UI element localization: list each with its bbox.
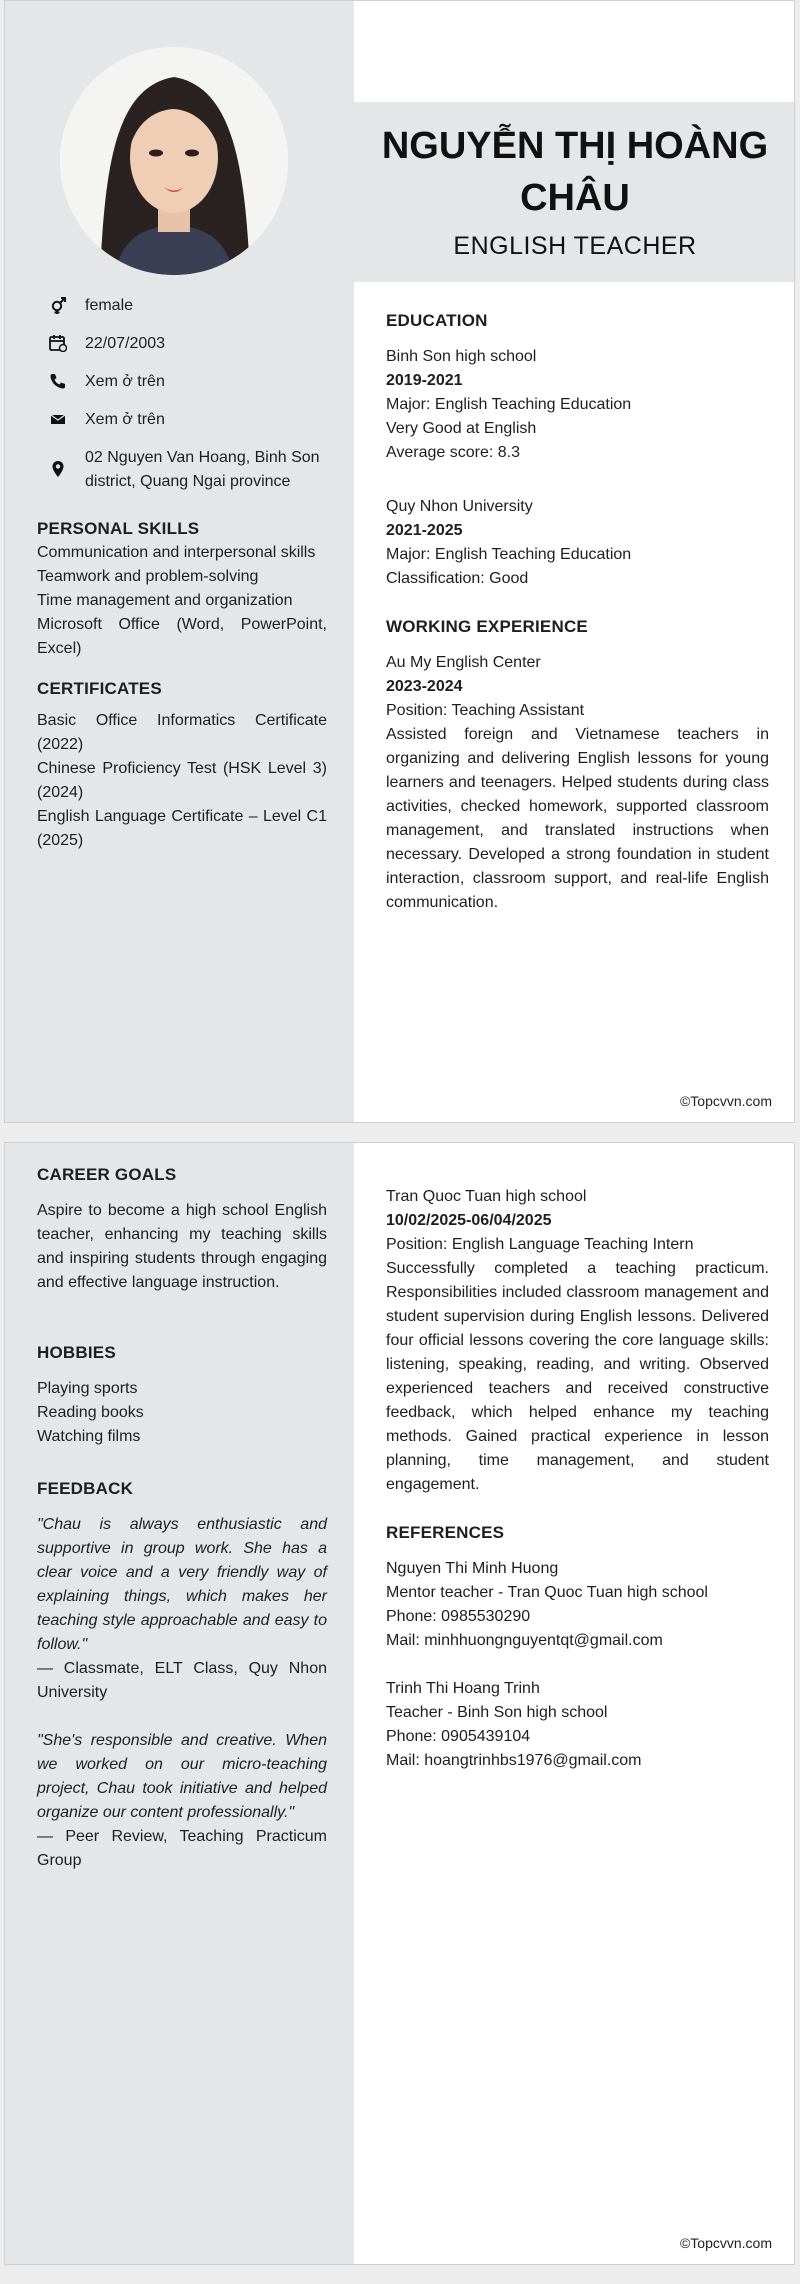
personal-skills-section [37,517,327,661]
reference-role: Mentor teacher - Tran Quoc Tuan high school [386,1584,708,1601]
certificate-item: Basic Office Informatics Certificate (2022) [37,712,327,753]
section-heading: FEEDBACK [37,1479,134,1498]
certificate-item: Chinese Proficiency Test (HSK Level 3) (2024) [37,760,327,801]
calendar-icon [49,334,67,352]
hobby-item: Watching films [37,1428,141,1445]
school-years: 2021-2025 [386,522,463,539]
skill-item: Time management and organization [37,592,293,609]
reference-name: Nguyen Thi Minh Huong [386,1560,559,1577]
feedback-section [37,1477,327,1873]
contact-gender [49,294,329,318]
reference-role: Teacher - Binh Son high school [386,1704,608,1721]
phone-icon [49,372,67,390]
feedback-quote: "She's responsible and creative. When we worked on our micro-teaching project, Chau took initiative and helped organize our content professionally." [37,1732,327,1821]
skill-item: Microsoft Office (Word, PowerPoint, Excel) [37,616,327,657]
reference-phone: Phone: 0985530290 [386,1608,531,1625]
profile-photo [60,47,288,275]
reference-name: Trinh Thi Hoang Trinh [386,1680,540,1697]
contact-address [49,446,329,494]
experience-org: Tran Quoc Tuan high school [386,1188,587,1205]
feedback-quote: "Chau is always enthusiastic and supportive in group work. She has a clear voice and a very friendly way of explaining things, which makes her teaching style approachable and easy to follow." [37,1516,327,1653]
school-name: Quy Nhon University [386,498,533,515]
experience-description: Assisted foreign and Vietnamese teachers in organizing and delivering English lessons for young learners and teenagers. Helped students during class activities, checked homework, supported classroom management, and translated instructions when necessary. Developed a strong foundation in student interaction, classroom support, and real-life English communication. [386,726,769,911]
dob-value: 22/07/2003 [85,335,166,352]
experience-description: Successfully completed a teaching practicum. Responsibilities included classroom management and student supervision during English lessons. Delivered four official lessons covering the core language skills: listening, speaking, reading, and writing. Observed experienced teachers and received constructive feedback, which helped enhance my teaching methods. Gained practical experience in lesson planning, time management, and student engagement. [386,1260,769,1493]
reference-phone: Phone: 0905439104 [386,1728,531,1745]
contact-dob [49,332,329,356]
education-section [386,309,769,591]
hobbies-section [37,1341,327,1449]
education-detail: Major: English Teaching Education [386,396,632,413]
section-heading: REFERENCES [386,1523,505,1542]
hobby-item: Playing sports [37,1380,138,1397]
section-heading: EDUCATION [386,311,488,330]
cv-page-1 [4,0,795,1123]
phone-value: Xem ở trên [85,373,165,390]
reference-mail: Mail: hoangtrinhbs1976@gmail.com [386,1752,642,1769]
education-detail: Very Good at English [386,420,537,437]
education-detail: Average score: 8.3 [386,444,521,461]
section-heading: CAREER GOALS [37,1165,177,1184]
contact-phone [49,370,329,394]
feedback-source: — Classmate, ELT Class, Quy Nhon University [37,1660,327,1701]
career-goals-section [37,1163,327,1295]
experience-period: 2023-2024 [386,678,463,695]
location-pin-icon [49,460,67,478]
section-heading: WORKING EXPERIENCE [386,617,588,636]
portrait-image [60,47,288,275]
email-value: Xem ở trên [85,411,165,428]
certificates-section [37,677,327,853]
feedback-source: — Peer Review, Teaching Practicum Group [37,1828,327,1869]
experience-org: Au My English Center [386,654,541,671]
school-name: Binh Son high school [386,348,537,365]
contact-email [49,408,329,432]
section-heading: HOBBIES [37,1343,116,1362]
skill-item: Teamwork and problem-solving [37,568,259,585]
section-heading: PERSONAL SKILLS [37,519,200,538]
address-value: 02 Nguyen Van Hoang, Binh Son district, Quang Ngai province [85,449,320,490]
gender-icon [49,296,67,314]
career-goals-text: Aspire to become a high school English teacher, enhancing my teaching skills and inspiring students through engaging and effective language instruction. [37,1202,327,1291]
experience-position: Position: Teaching Assistant [386,702,585,719]
job-title: ENGLISH TEACHER [453,232,697,260]
experience-position: Position: English Language Teaching Intern [386,1236,694,1253]
candidate-name: NGUYỄN THỊ HOÀNG CHÂU [381,125,769,219]
experience-section [386,615,769,915]
references-section [386,1521,769,1773]
education-detail: Major: English Teaching Education [386,546,632,563]
school-years: 2019-2021 [386,372,463,389]
experience-period: 10/02/2025-06/04/2025 [386,1212,552,1229]
reference-mail: Mail: minhhuongnguyentqt@gmail.com [386,1632,663,1649]
certificate-item: English Language Certificate – Level C1 (2025) [37,808,327,849]
gender-value: female [85,297,134,314]
education-detail: Classification: Good [386,570,529,587]
experience-section-continued [386,1185,769,1497]
footer-brand: ©Topcvvn.com [679,1093,772,1109]
skill-item: Communication and interpersonal skills [37,544,316,561]
mail-icon [49,410,67,428]
footer-brand: ©Topcvvn.com [679,2235,772,2251]
section-heading: CERTIFICATES [37,679,162,698]
hobby-item: Reading books [37,1404,144,1421]
cv-page-2 [4,1142,795,2265]
name-banner [354,102,795,282]
